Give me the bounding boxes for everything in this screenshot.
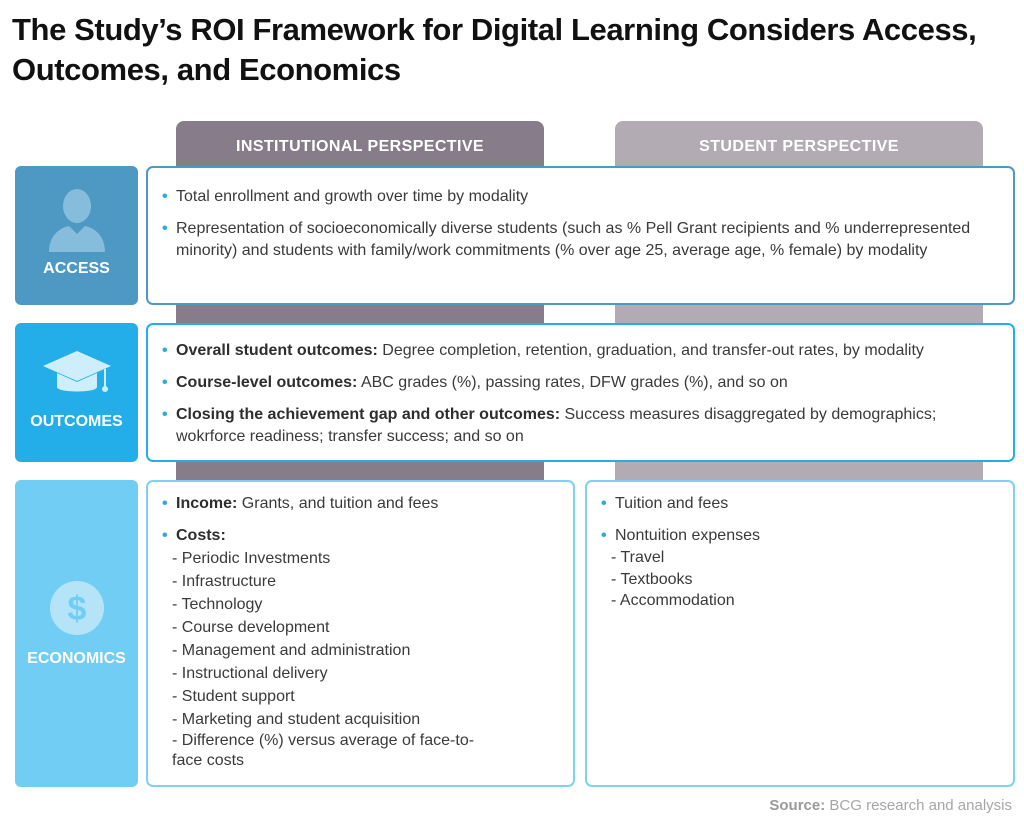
- bullet-bold: Overall student outcomes:: [176, 342, 378, 359]
- cost-item: - Marketing and student acquisition: [172, 711, 421, 728]
- list-item: • Total enrollment and growth over time by modality: [162, 186, 993, 208]
- access-row-label: [15, 166, 138, 305]
- list-item: [162, 525, 561, 547]
- cost-item: - Infrastructure: [172, 573, 277, 590]
- source-label: Source:: [769, 797, 826, 814]
- bullet-bold: Course-level outcomes:: [176, 374, 358, 391]
- cost-item: - Student support: [172, 688, 295, 705]
- student-perspective-header: STUDENT PERSPECTIVE: [699, 138, 899, 155]
- list-item: [162, 372, 993, 394]
- source-note: [769, 797, 1012, 814]
- cost-item: - Periodic Investments: [172, 550, 331, 567]
- outcomes-row-label: [15, 323, 138, 462]
- list-item: [162, 493, 561, 515]
- costs-bold: Costs:: [176, 527, 226, 544]
- cost-item: - Difference (%) versus average of face-to-face costs: [172, 732, 475, 769]
- bullet-text: ABC grades (%), passing rates, DFW grades (%), and so on: [357, 374, 788, 391]
- cost-item: - Course development: [172, 619, 330, 636]
- nontuition-item: - Travel: [611, 549, 665, 566]
- cost-item: - Technology: [172, 596, 263, 613]
- graduation-cap-icon: [41, 349, 113, 399]
- bullet-bold: Closing the achievement gap and other outcomes:: [176, 406, 561, 423]
- list-item: [162, 404, 993, 448]
- list-item: • Tuition and fees: [601, 493, 1001, 515]
- cost-item: - Management and administration: [172, 642, 411, 659]
- page-title: The Study’s ROI Framework for Digital Learning Considers Access, Outcomes, and Economics: [12, 12, 977, 87]
- economics-institutional-box: [146, 480, 575, 787]
- source-text: BCG research and analysis: [825, 797, 1012, 814]
- economics-row-label: [15, 480, 138, 787]
- dollar-icon: [49, 580, 105, 636]
- list-item: [162, 340, 993, 362]
- nontuition-item: - Accommodation: [611, 592, 735, 609]
- list-item: • Nontuition expenses: [601, 525, 1001, 547]
- institutional-perspective-header: INSTITUTIONAL PERSPECTIVE: [236, 138, 484, 155]
- outcomes-label: OUTCOMES: [30, 413, 123, 430]
- income-text: Grants, and tuition and fees: [237, 495, 439, 512]
- list-item: • Representation of socioeconomically diverse students (such as % Pell Grant recipients and % underrepresented minority) and students with family/work commitments (% over age 25, average age, % female) by modality: [162, 218, 993, 262]
- outcomes-content-box: [146, 323, 1015, 462]
- cost-item: - Instructional delivery: [172, 665, 328, 682]
- svg-text:$: $: [67, 590, 86, 628]
- bullet-text: Success measures disaggregated by demographics; wokrforce readiness; transfer success; and so on: [176, 406, 937, 445]
- access-label: ACCESS: [43, 260, 110, 277]
- nontuition-item: - Textbooks: [611, 570, 693, 588]
- economics-student-box: [585, 480, 1015, 787]
- person-icon: [45, 186, 109, 254]
- economics-label: ECONOMICS: [27, 650, 126, 667]
- income-bold: Income:: [176, 495, 238, 512]
- access-content-box: [146, 166, 1015, 305]
- bullet-text: Degree completion, retention, graduation, and transfer-out rates, by modality: [377, 342, 924, 359]
